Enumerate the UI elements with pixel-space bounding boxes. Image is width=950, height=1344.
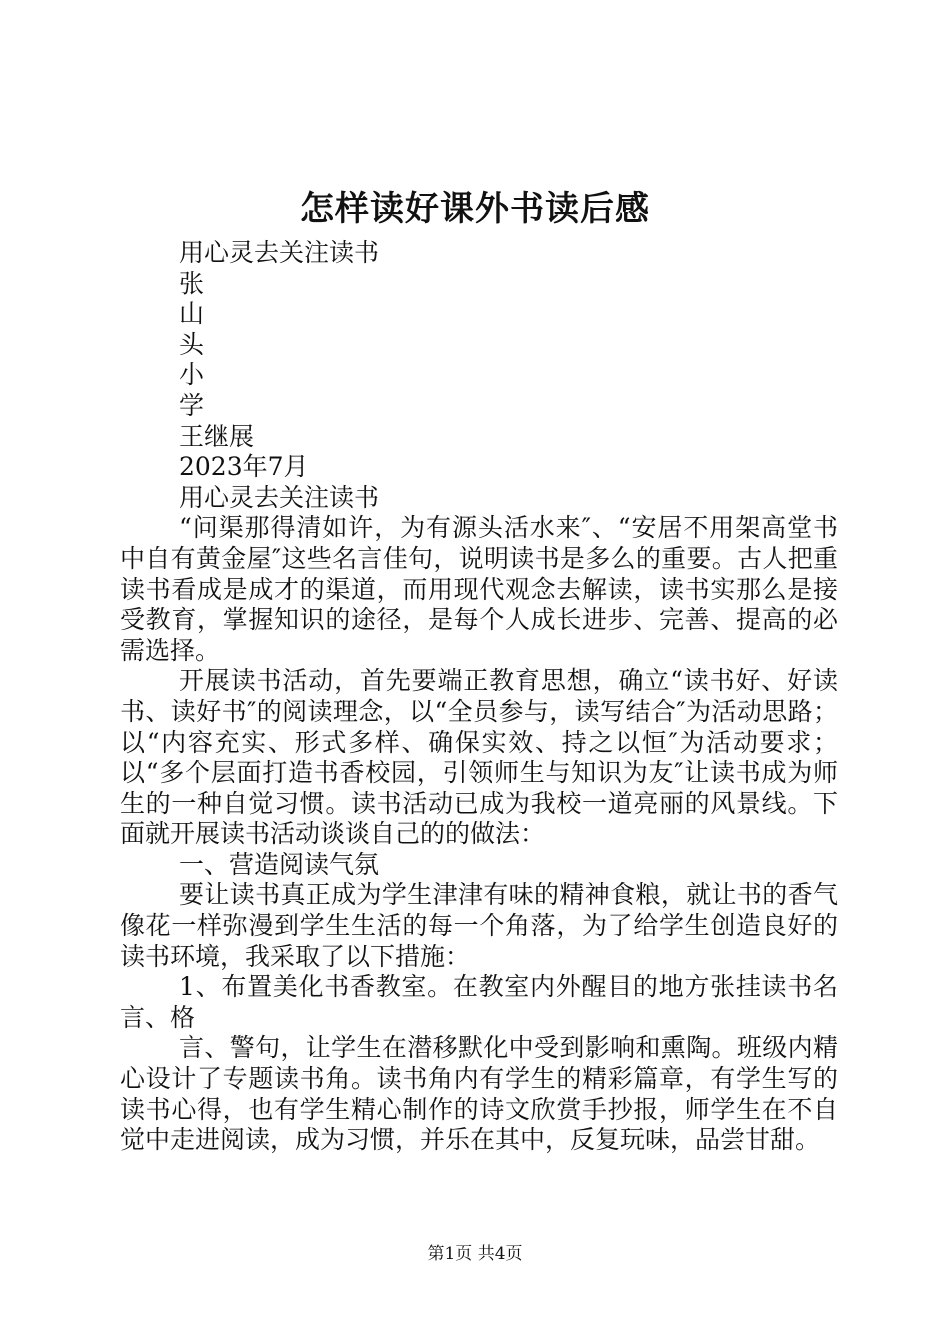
author-name: 王继展: [179, 421, 255, 451]
author-line-2: 山: [179, 299, 205, 329]
author-line-5: 学: [179, 390, 205, 420]
paragraph-5: 言、警句，让学生在潜移默化中受到影响和熏陶。班级内精心设计了专题读书角。读书角内有学生的精彩篇章，有学生写的读书心得，也有学生精心制作的诗文欣赏手抄报，师学生在不自觉中走进阅读，成为习惯，并乐在其中，反复玩味，品尝甘甜。: [120, 1033, 838, 1155]
section-title: 用心灵去关注读书: [179, 482, 380, 512]
document-body: [120, 238, 838, 1156]
document-date: 2023年7月: [179, 452, 309, 482]
author-line-3: 头: [179, 329, 205, 359]
author-line-1: 张: [179, 268, 205, 298]
paragraph-1: “问渠那得清如许，为有源头活水来″、“安居不用架高堂书中自有黄金屋″这些名言佳句，说明读书是多么的重要。古人把重读书看成是成才的渠道，而用现代观念去解读，读书实那么是接受教育，掌握知识的途径，是每个人成长进步、完善、提高的必需选择。: [120, 513, 838, 665]
paragraph-4: 1、布置美化书香教室。在教室内外醒目的地方张挂读书名言、格: [120, 972, 838, 1032]
page-footer: 第1页 共4页: [427, 1244, 523, 1264]
paragraph-3: 要让读书真正成为学生津津有味的精神食粮，就让书的香气像花一样弥漫到学生生活的每一个角落，为了给学生创造良好的读书环境，我采取了以下措施：: [120, 880, 838, 971]
subtitle: 用心灵去关注读书: [179, 238, 380, 267]
paragraph-2: 开展读书活动，首先要端正教育思想，确立“读书好、好读书、读好书″的阅读理念，以“全员参与，读写结合″为活动思路；以“内容充实、形式多样、确保实效、持之以恒″为活动要求；以“多个层面打造书香校园，引领师生与知识为友″让读书成为师生的一种自觉习惯。读书活动已成为我校一道亮丽的风景线。下面就开展读书活动谈谈自己的的做法：: [120, 666, 838, 849]
author-line-4: 小: [179, 360, 205, 390]
document-title: 怎样读好课外书读后感: [300, 189, 650, 229]
heading-1: 一、营造阅读气氛: [179, 849, 380, 879]
